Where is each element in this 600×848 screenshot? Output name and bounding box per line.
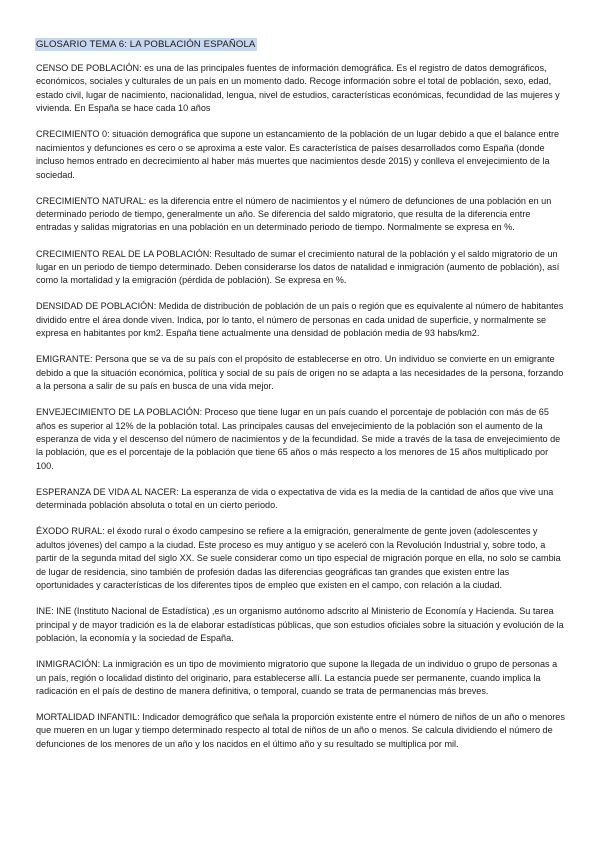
glossary-entry-densidad: [36, 300, 566, 340]
glossary-definition: Resultado de sumar el crecimiento natural de la población y el saldo migratorio de un lugar en un periodo de tiempo determinado. Deben considerarse los datos de natalidad e inmigración (aumento de población), así como la mortalidad y la emigración (pérdida de población). Se expresa en %.: [36, 248, 560, 286]
glossary-term: ESPERANZA DE VIDA AL NACER:: [36, 486, 179, 497]
glossary-entry-envejecimiento: [36, 406, 566, 473]
glossary-term: DENSIDAD DE POBLACIÓN:: [36, 301, 157, 312]
glossary-definition: La inmigración es un tipo de movimiento migratorio que supone la llegada de un individuo o grupo de personas a un país, región o localidad distinto del originario, para establecerse allí. La estancia puede ser permanente, cuando implica la radicación en el país de destino de manera definitiva, o temporal, cuando se trata de permanencias más breves.: [36, 659, 558, 696]
glossary-entry-crecimiento-real: [36, 248, 566, 288]
glossary-term: ÉXODO RURAL:: [36, 526, 105, 537]
glossary-term: CRECIMIENTO REAL DE LA POBLACIÓN:: [36, 248, 212, 259]
glossary-definition: INE (Instituto Nacional de Estadística) ,es un organismo autónomo adscrito al Ministerio de Economía y Hacienda. Su tarea principal y de mayor tradición es la de elaborar estadísticas públicas, que son estudios oficiales sobre la situación y evolución de la población, la economía y la sociedad de España.: [36, 606, 564, 643]
glossary-entry-exodo-rural: [36, 525, 566, 592]
glossary-definition: es una de las principales fuentes de información demográfica. Es el registro de datos demográficos, económicos, sociales y culturales de un país en un momento dado. Recoge información sobre el total de población, sexo, edad, estado civil, lugar de nacimiento, nacionalidad, lengua, nivel de estudios, características económicas, fecundidad de las mujeres y vivienda. En España se hace cada 10 años: [36, 63, 560, 114]
glossary-entry-ine: [36, 605, 566, 645]
glossary-entry-inmigracion: [36, 658, 566, 698]
glossary-term: INMIGRACIÓN:: [36, 659, 101, 670]
glossary-term: CENSO DE POBLACIÓN:: [36, 63, 142, 73]
glossary-entry-esperanza-vida: [36, 486, 566, 513]
glossary-definition: situación demográfica que supone un estancamiento de la población de un lugar debido a que el balance entre nacimientos y defunciones es cero o se aproxima a este valor. Es característica de países desarrollados como España (donde incluso hemos entrado en decrecimiento al haber más muertes que nacimientos desde 2015) y conlleva el envejecimiento de la sociedad.: [36, 129, 560, 180]
glossary-term: CRECIMIENTO NATURAL:: [36, 195, 147, 206]
glossary-term: INE:: [36, 606, 54, 617]
glossary-entry-mortalidad-infantil: [36, 711, 566, 751]
glossary-definition: La esperanza de vida o expectativa de vida es la media de la cantidad de años que vive una determinada población absoluta o total en un cierto periodo.: [36, 486, 554, 511]
glossary-entry-crecimiento-natural: [36, 195, 566, 235]
glossary-definition: es la diferencia entre el número de nacimientos y el número de defunciones de una población en un determinado periodo de tiempo, generalmente un año. Se diferencia del saldo migratorio, que resulta de la diferencia entre entradas y salidas migratorias en una población en un determinado periodo de tiempo. Normalmente se expresa en %.: [36, 195, 552, 233]
glossary-term: MORTALIDAD INFANTIL:: [36, 712, 140, 722]
glossary-entry-crecimiento-0: [36, 128, 566, 182]
glossary-entry-emigrante: [36, 353, 566, 393]
glossary-term: EMIGRANTE:: [36, 354, 93, 365]
glossary-definition: Proceso que tiene lugar en un país cuando el porcentaje de población con más de 65 años es superior al 12% de la población total. Las principales causas del envejecimiento de la población son el aumento de la esperanza de vida y el descenso del número de nacimientos y de la fecundidad. Se mide a través de la tasa de envejecimiento de la población, que es el porcentaje de la población que tiene 65 años o más respecto a los menores de 15 años multiplicado por 100.: [36, 407, 561, 471]
glossary-definition: Medida de distribución de población de un país o región que es equivalente al número de habitantes dividido entre el área donde viven. Indica, por lo tanto, el número de personas en cada unidad de superficie, y normalmente se expresa en habitantes por km2. España tiene actualmente una densidad de población media de 93 habs/km2.: [36, 301, 564, 339]
glossary-definition: Persona que se va de su país con el propósito de establecerse en otro. Un individuo se convierte en un emigrante debido a que la situación económica, política y social de su país de origen no se adapta a las necesidades de la persona, forzando a la persona a salir de su país en busca de una vida mejor.: [36, 354, 564, 392]
glossary-definition: el éxodo rural o éxodo campesino se refiere a la emigración, generalmente de gente joven (adolescentes y adultos jóvenes) del campo a la ciudad. Este proceso es muy antiguo y se aceleró con la Revolución Industrial y, sobre todo, a partir de la segunda mitad del siglo XX. Se suele considerar como un tipo especial de migración porque en ella, no solo se cambia de lugar de residencia, sino también de profesión dadas las diferencias geográficas tan grandes que existen entre las oportunidades y características de los diferentes tipos de empleo que existen en el campo, con relación a la ciudad.: [36, 526, 561, 591]
glossary-entry-censo: [36, 62, 566, 116]
page-title: GLOSARIO TEMA 6: LA POBLACIÓN ESPAÑOLA: [36, 39, 256, 50]
glossary-term: ENVEJECIMIENTO DE LA POBLACIÓN:: [36, 407, 203, 418]
glossary-term: CRECIMIENTO 0:: [36, 129, 110, 140]
glossary-definition: Indicador demográfico que señala la proporción existente entre el número de niños de un año o menores que mueren en un lugar y tiempo determinado respecto al total de niños de un año o menos. Se calcula dividiendo el número de defunciones de los menores de un año y los nacidos en el último año y su resultado se multiplica por mil.: [36, 712, 565, 749]
